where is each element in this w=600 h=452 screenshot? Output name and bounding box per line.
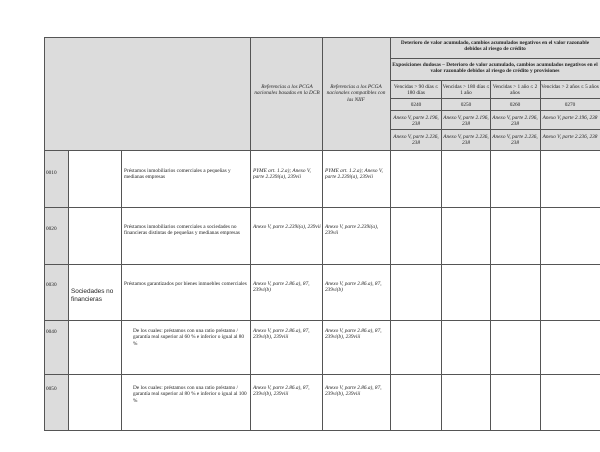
group-label: Sociedades no financieras (71, 288, 114, 303)
col-label-0270: Vencidas > 2 años ≤ 5 años (541, 84, 599, 90)
row-code-0030: 0030 (46, 282, 57, 288)
row-code-0040: 0040 (46, 329, 57, 335)
table-left-border (44, 37, 45, 431)
desc-col-border (250, 37, 251, 431)
row-dch-0020: Anexo V, parte 2.239i(a), 239vii (253, 224, 321, 230)
col-code-0270: 0270 (564, 102, 576, 108)
col-ref1-0240: Anexo V, parte 2.196, 238 (393, 115, 439, 128)
row-niif-0040: Anexo V, parte 2.86.a), 87, 239vi(b), 239viii (325, 328, 382, 341)
row-desc-0040: De los cuales: préstamos con una ratio préstamo / garantía real superior al 60 % e inferior o igual al 80 % (133, 328, 245, 347)
row-desc-0030: Préstamos garantizados por bienes inmuebles comerciales (124, 281, 247, 287)
row-code-0020: 0020 (46, 226, 57, 232)
col-code-0240: 0240 (410, 102, 422, 108)
deterioro-bottom-border (390, 58, 600, 59)
row-desc-0010: Préstamos inmobiliarios comerciales a pequeñas y medianas empresas (124, 168, 231, 181)
col-ref1-0260: Anexo V, parte 2.196, 238 (492, 115, 538, 128)
row-code-0010: 0010 (46, 170, 57, 176)
row-dch-0010: PYME art. 1.2.a); Anexo V, parte 2.239i(a), 239vii (253, 168, 311, 181)
ref-pcga-niif-header: Referencias a los PCGA nacionales compatibles con las NIIF (326, 84, 386, 103)
col-code-0260: 0260 (509, 102, 521, 108)
deterioro-header: Deterioro de valor acumulado, cambios acumulados negativos en el valor razonable debidos al riesgo de crédito (400, 40, 590, 53)
dch-col-border (322, 37, 323, 431)
row-niif-0010: PYME art. 1.2.a); Anexo V, parte 2.239i(a), 239vii (325, 168, 383, 181)
row-dch-0050: Anexo V, parte 2.86.a), 87, 239vi(b), 239viii (253, 385, 310, 398)
row-code-0050: 0050 (46, 386, 57, 392)
row-desc-0050: De los cuales: préstamos con una ratio préstamo / garantía real superior al 80 % e inferior o igual al 100 % (133, 385, 247, 404)
col-ref2-0250: Anexo V, parte 2.236, 238 (443, 134, 489, 147)
row-dch-0030: Anexo V, parte 2.86.a), 87, 239vi(b) (253, 281, 310, 294)
col-ref1-0270: Anexo V, parte 2.196, 238 (542, 115, 598, 121)
code-col-border (68, 150, 69, 431)
niif-col-border (390, 37, 391, 431)
col-label-bottom-border (390, 98, 600, 99)
group-col-border (121, 150, 122, 431)
exposiciones-header: Exposiciones dudosas – Deterioro de valor acumulado, cambios acumulados negativos en el valor razonable debidos al riesgo de crédito y provisiones (392, 62, 598, 75)
col-ref1-bottom-border (390, 129, 600, 130)
row-niif-0030: Anexo V, parte 2.86.a), 87, 239vi(b) (325, 281, 382, 294)
row-dch-0040: Anexo V, parte 2.86.a), 87, 239vi(b), 239viii (253, 328, 310, 341)
col-0250-border (490, 80, 491, 431)
col-label-0250: Vencidas > 180 días ≤ 1 año (442, 84, 490, 97)
col-code-bottom-border (390, 110, 600, 111)
row-desc-0020: Préstamos inmobiliarios comerciales a sociedades no financieras distintas de pequeñas y medianas empresas (124, 224, 240, 237)
row-niif-0020: Anexo V, parte 2.239i(a), 239vii (325, 224, 379, 237)
ref-pcga-dch-header: Referencias a los PCGA nacionales basadas en la DCB (254, 84, 320, 97)
col-label-0260: Vencidas > 1 año ≤ 2 años (492, 84, 538, 97)
col-ref2-0240: Anexo V, parte 2.236, 238 (393, 134, 439, 147)
col-ref2-0270: Anexo V, parte 2.236, 238 (542, 134, 598, 140)
col-label-0240: Vencidas > 90 días ≤ 180 días (393, 84, 439, 97)
col-ref1-0250: Anexo V, parte 2.196, 238 (443, 115, 489, 128)
exposiciones-bottom-border (390, 80, 600, 81)
col-code-0250: 0250 (460, 102, 472, 108)
col-ref2-0260: Anexo V, parte 2.236, 238 (492, 134, 538, 147)
col-0240-border (441, 80, 442, 431)
row-niif-0050: Anexo V, parte 2.86.a), 87, 239vi(b), 239viii (325, 385, 382, 398)
col-0260-border (540, 80, 541, 431)
